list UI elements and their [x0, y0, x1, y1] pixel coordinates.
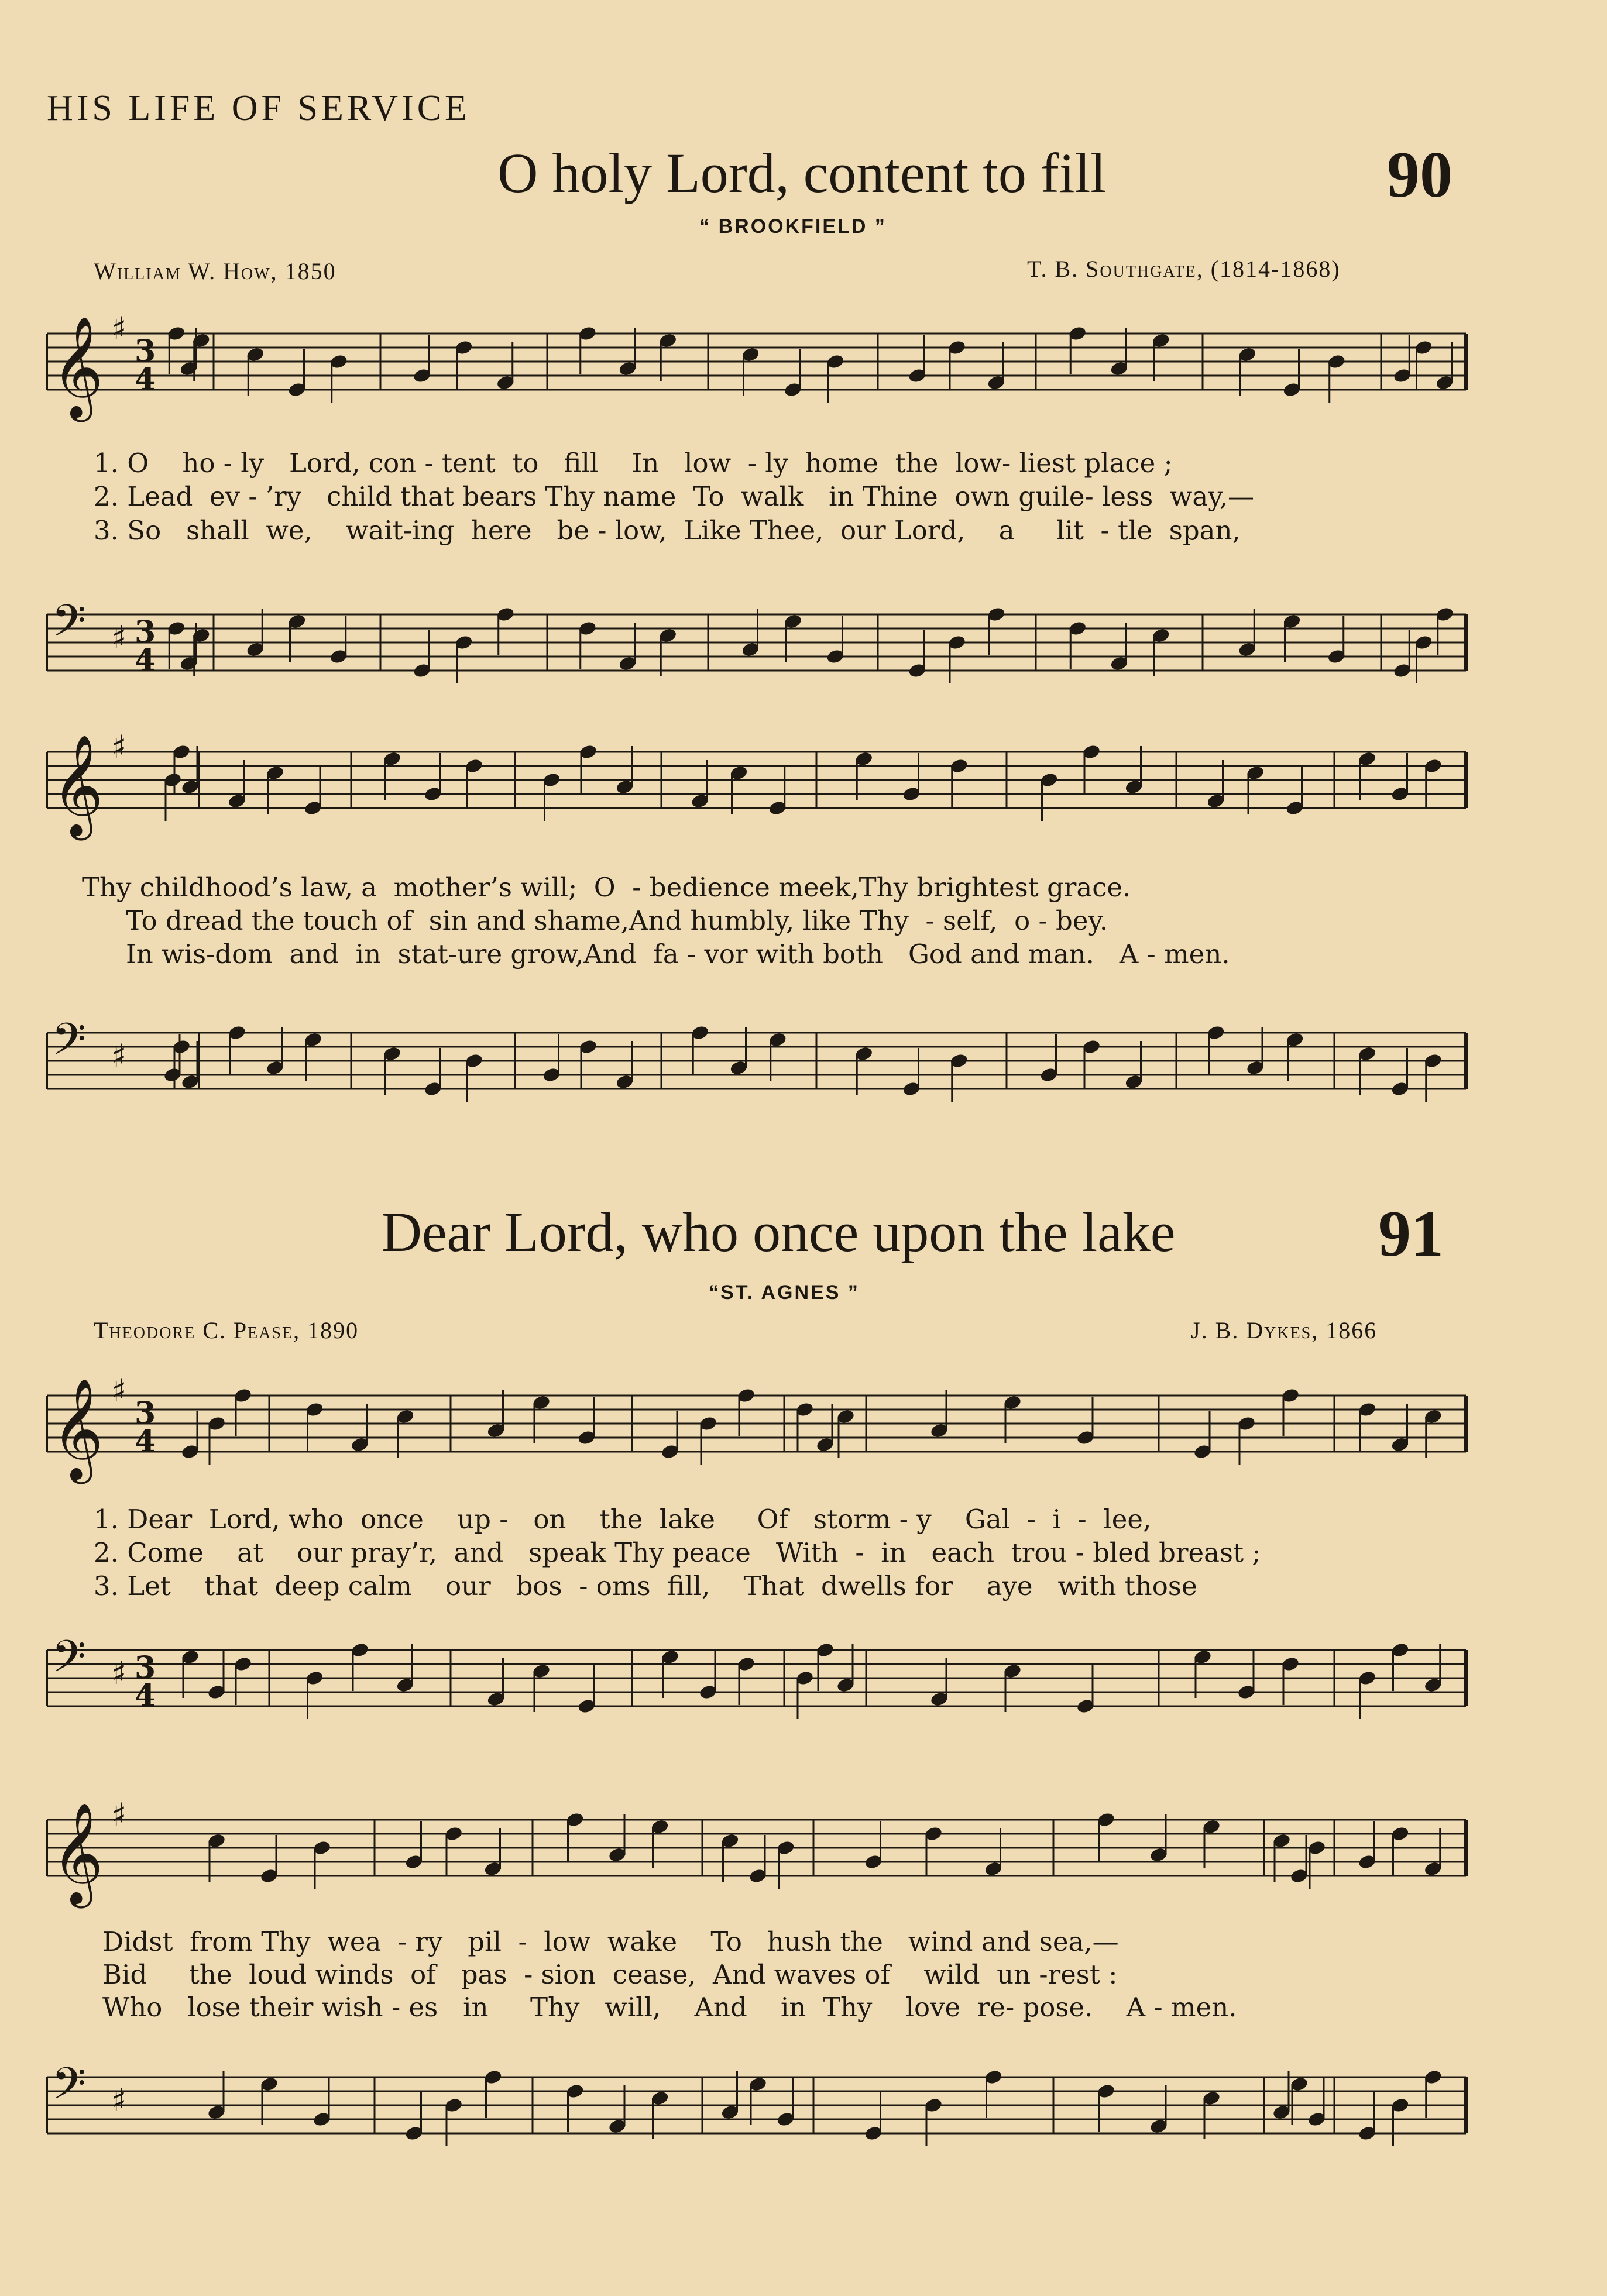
- key-signature-sharp-icon: ♯: [111, 2082, 127, 2119]
- key-signature-sharp-icon: ♯: [111, 728, 127, 765]
- lyric-line: Didst from Thy wea - ry pil - low wake To hush the wind and sea,—: [102, 1926, 1119, 1957]
- time-signature-top: 3: [135, 614, 156, 650]
- time-signature-bottom: 4: [135, 1678, 156, 1714]
- treble-staff: [47, 1372, 1475, 1480]
- treble-clef-icon: 𝄞: [51, 1378, 104, 1480]
- lyric-line: In wis-dom and in stat-ure grow,And fa - vor with both God and man. A - men.: [126, 939, 1230, 970]
- treble-clef-icon: 𝄞: [51, 734, 104, 836]
- bass-staff: [47, 1627, 1475, 1726]
- lyric-line: To dread the touch of sin and shame,And humbly, like Thy - self, o - bey.: [126, 905, 1108, 936]
- key-signature-sharp-icon: ♯: [111, 1655, 127, 1692]
- hymn-title: O holy Lord, content to fill: [497, 142, 1106, 204]
- bass-staff: [47, 591, 1475, 690]
- hymn-number: 90: [1387, 139, 1453, 211]
- hymn-number: 91: [1378, 1198, 1444, 1270]
- key-signature-sharp-icon: ♯: [111, 1796, 127, 1833]
- author-credit: Theodore C. Pease, 1890: [94, 1317, 359, 1343]
- bass-clef-icon: 𝄢: [51, 2058, 87, 2120]
- section-heading: HIS LIFE OF SERVICE: [47, 88, 471, 128]
- composer-credit: J. B. Dykes, 1866: [1191, 1317, 1378, 1343]
- key-signature-sharp-icon: ♯: [111, 619, 127, 656]
- treble-staff: [47, 728, 1475, 836]
- time-signature-bottom: 4: [135, 362, 156, 397]
- author-credit: William W. How, 1850: [94, 258, 336, 284]
- treble-clef-icon: 𝄞: [51, 1802, 104, 1904]
- time-signature-top: 3: [135, 1650, 156, 1686]
- lyric-line: Who lose their wish - es in Thy will, And in Thy love re- pose. A - men.: [102, 1992, 1237, 2023]
- bass-clef-icon: 𝄢: [51, 1631, 87, 1693]
- hymn-title: Dear Lord, who once upon the lake: [381, 1201, 1176, 1263]
- bass-staff: [47, 1009, 1475, 1109]
- lyric-line: 2. Lead ev - ’ry child that bears Thy name To walk in Thine own guile- less way,—: [94, 481, 1254, 512]
- lyric-line: 3. Let that deep calm our bos - oms fill, That dwells for aye with those: [94, 1570, 1197, 1601]
- treble-staff: [47, 1796, 1475, 1904]
- key-signature-sharp-icon: ♯: [111, 310, 127, 347]
- lyric-line: Bid the loud winds of pas - sion cease, And waves of wild un -rest :: [102, 1959, 1118, 1990]
- composer-credit: T. B. Southgate, (1814-1868): [1027, 256, 1341, 282]
- time-signature-top: 3: [135, 334, 156, 369]
- treble-staff: [47, 310, 1475, 418]
- lyric-line: 1. O ho - ly Lord, con - tent to fill In low - ly home the low- liest place ;: [94, 448, 1173, 479]
- lyric-line: 1. Dear Lord, who once up - on the lake Of storm - y Gal - i - lee,: [94, 1504, 1152, 1535]
- lyric-line: 2. Come at our pray’r, and speak Thy peace With - in each trou - bled breast ;: [94, 1537, 1261, 1568]
- time-signature-bottom: 4: [135, 1424, 156, 1459]
- time-signature-top: 3: [135, 1396, 156, 1431]
- bass-clef-icon: 𝄢: [51, 1013, 87, 1076]
- treble-clef-icon: 𝄞: [51, 316, 104, 418]
- lyric-line: Thy childhood’s law, a mother’s will; O - bedience meek,Thy brightest grace.: [82, 872, 1131, 903]
- time-signature-bottom: 4: [135, 642, 156, 678]
- bass-staff: [47, 2054, 1475, 2153]
- lyric-line: 3. So shall we, wait-ing here be - low, Like Thee, our Lord, a lit - tle span,: [94, 515, 1241, 546]
- tune-name: “ BROOKFIELD ”: [699, 215, 887, 238]
- key-signature-sharp-icon: ♯: [111, 1372, 127, 1409]
- key-signature-sharp-icon: ♯: [111, 1037, 127, 1074]
- tune-name: “ST. AGNES ”: [709, 1281, 860, 1304]
- bass-clef-icon: 𝄢: [51, 595, 87, 658]
